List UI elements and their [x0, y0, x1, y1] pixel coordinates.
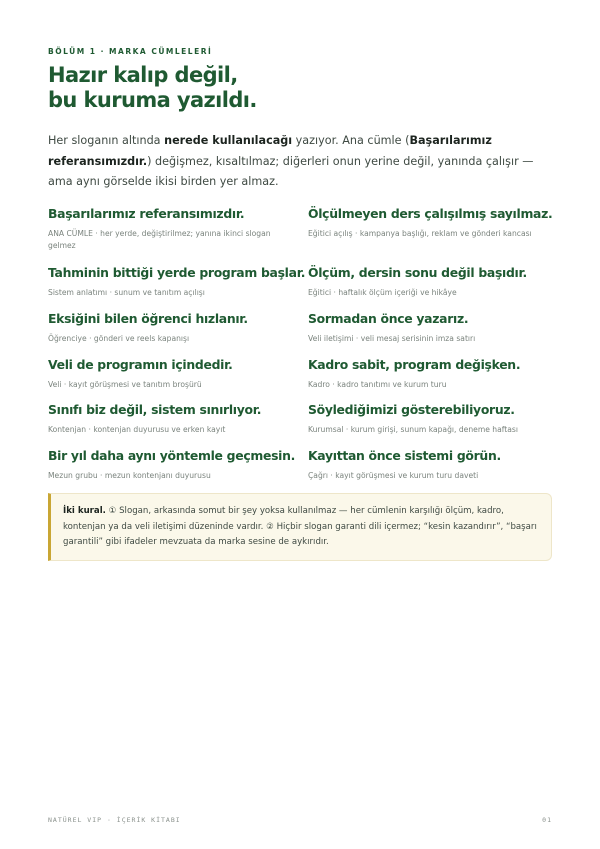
slogan-item	[48, 264, 306, 299]
slogan-title: Tahminin bittiği yerde program başlar.	[48, 265, 306, 280]
callout-text: ① Slogan, arkasında somut bir şey yoksa kullanılmaz — her cümlenin karşılığı ölçüm, kadro, kontenjan ya da veli iletişimi düzeninde vardır. ② Hiçbir slogan garanti dili içermez; “kesin kazandırır”, “başarı garantili” gibi ifadeler mevzuata da marka sesine de aykırıdır.	[63, 506, 537, 547]
slogan-usage: Kurumsal · kurum girişi, sunum kapağı, deneme haftası	[308, 425, 519, 434]
slogan-title: Ölçülmeyen ders çalışılmış sayılmaz.	[308, 206, 553, 221]
intro-paragraph	[48, 131, 552, 193]
slogan-usage: Veli iletişimi · veli mesaj serisinin imza satırı	[308, 334, 476, 343]
page-footer	[48, 816, 552, 824]
slogan-item	[308, 264, 553, 299]
slogan-item	[48, 310, 293, 345]
slogan-usage: Çağrı · kayıt görüşmesi ve kurum turu daveti	[308, 471, 479, 480]
page-number: 01	[542, 816, 552, 824]
slogan-title: Kayıttan önce sistemi görün.	[308, 448, 501, 463]
intro-bold-1: nerede kullanılacağı	[164, 134, 293, 147]
slogan-title: Söylediğimizi gösterebiliyoruz.	[308, 402, 515, 417]
slogan-title: Bir yıl daha aynı yöntemle geçmesin.	[48, 448, 296, 463]
intro-text-2: yazıyor. Ana cümle (	[292, 134, 410, 147]
callout-label: İki kural.	[63, 506, 106, 516]
intro-text-1: Her sloganın altında	[48, 134, 165, 147]
slogan-usage: Öğrenciye · gönderi ve reels kapanışı	[48, 334, 190, 343]
slogan-usage: Veli · kayıt görüşmesi ve tanıtım broşürü	[48, 380, 202, 389]
slogan-item	[308, 356, 553, 391]
slogan-title: Veli de programın içindedir.	[48, 357, 233, 372]
slogan-item	[48, 401, 293, 436]
slogan-item	[48, 356, 293, 391]
slogan-item	[48, 447, 296, 482]
section-eyebrow: BÖLÜM 1 · MARKA CÜMLELERİ	[48, 47, 213, 56]
slogan-title: Ölçüm, dersin sonu değil başıdır.	[308, 265, 527, 280]
slogan-title: Başarılarımız referansımızdır.	[48, 206, 245, 221]
slogan-title: Sormadan önce yazarız.	[308, 311, 469, 326]
slogan-usage: ANA CÜMLE · her yerde, değiştirilmez; yanına ikinci slogan gelmez	[48, 229, 271, 250]
slogan-item	[308, 205, 553, 240]
page-title-line-2: bu kuruma yazıldı.	[48, 88, 257, 112]
slogan-title: Kadro sabit, program değişken.	[308, 357, 521, 372]
slogan-usage: Eğitici açılış · kampanya başlığı, reklam ve gönderi kancası	[308, 229, 532, 238]
page-title	[48, 63, 257, 113]
slogan-item	[308, 447, 553, 482]
slogan-usage: Mezun grubu · mezun kontenjanı duyurusu	[48, 471, 211, 480]
intro-bold-2: Başarılarımız referansımızdır.	[48, 134, 492, 168]
slogan-title: Sınıfı biz değil, sistem sınırlıyor.	[48, 402, 262, 417]
slogan-usage: Sistem anlatımı · sunum ve tanıtım açılışı	[48, 288, 205, 297]
footer-title: NATÜREL VIP · İÇERİK KİTABI	[48, 816, 181, 824]
slogan-item	[308, 310, 553, 345]
intro-text-3: ) değişmez, kısaltılmaz; diğerleri onun yerine değil, yanında çalışır — ama aynı görselde ikisi birden yer almaz.	[48, 154, 534, 188]
slogan-title: Eksiğini bilen öğrenci hızlanır.	[48, 311, 248, 326]
page-title-line-1: Hazır kalıp değil,	[48, 63, 238, 87]
slogan-item	[308, 401, 553, 436]
slogan-usage: Eğitici · haftalık ölçüm içeriği ve hikâye	[308, 288, 457, 297]
slogan-usage: Kontenjan · kontenjan duyurusu ve erken kayıt	[48, 425, 226, 434]
slogan-usage: Kadro · kadro tanıtımı ve kurum turu	[308, 380, 447, 389]
slogan-item	[48, 205, 293, 252]
rules-callout	[48, 493, 552, 561]
